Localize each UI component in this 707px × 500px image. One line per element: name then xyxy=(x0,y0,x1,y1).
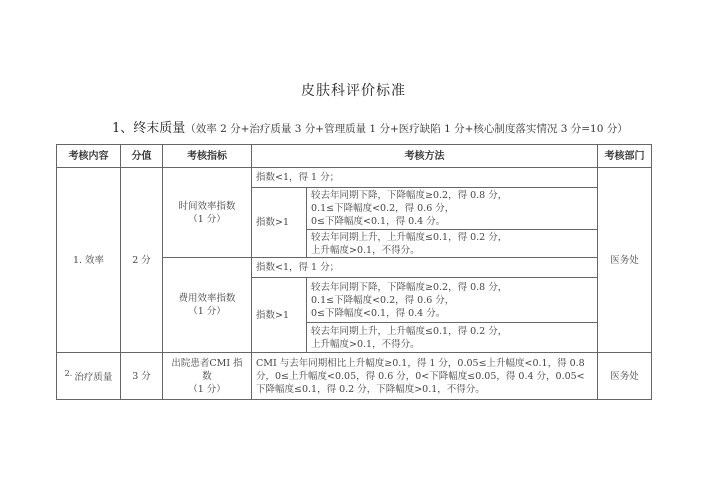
indicator-name: 费用效率指数 xyxy=(178,293,236,304)
method-line: 较去年同期下降，下降幅度≥0.2，得 0.8 分， xyxy=(311,190,508,201)
table-header-row xyxy=(57,145,652,168)
indicator-name: 出院患者CMI 指数 xyxy=(171,357,243,382)
method-line: 较去年同期下降，下降幅度≥0.2，得 0.8 分， xyxy=(311,281,508,293)
method-line: 较去年同期上升，上升幅度≤0.1，得 0.2 分， xyxy=(311,325,508,337)
method-line: 较去年同期上升，上升幅度≤0.1，得 0.2 分， xyxy=(311,231,508,243)
method-cell: CMI 与去年同期相比上升幅度≥0.1，得 1 分，0.05≤上升幅度<0.1，得 0.8 分，0≤上升幅度<0.05，得 0.6 分，0<下降幅度≤0.05，得 0.4 分，0.05<下降幅度≤0.1，得 0.2 分，下降幅度>0.1，不得分。 xyxy=(252,353,598,400)
section-subtitle: （效率 2 分+治疗质量 3 分+管理质量 1 分+医疗缺陷 1 分+核心制度落实情况 3 分=10 分） xyxy=(185,123,628,135)
content-number: 2. xyxy=(64,369,73,379)
header-department: 考核部门 xyxy=(598,145,652,168)
score-cell: 2 分 xyxy=(121,168,163,353)
document-title: 皮肤科评价标准 xyxy=(301,83,406,99)
method-gt1-label: 指数>1 xyxy=(252,278,307,353)
method-lt1: 指数<1，得 1 分； xyxy=(252,258,598,278)
method-line: 0.1≤下降幅度<0.2，得 0.6 分， xyxy=(311,294,455,306)
method-decrease xyxy=(307,278,598,323)
method-line: 0≤下降幅度<0.1，得 0.4 分。 xyxy=(311,307,446,319)
indicator-name: 时间效率指数 xyxy=(178,200,236,212)
header-method: 考核方法 xyxy=(252,145,598,168)
method-increase xyxy=(307,230,598,258)
table-row xyxy=(57,353,652,400)
department-cell: 医务处 xyxy=(598,168,652,353)
method-line: 0.1≤下降幅度<0.2，得 0.6 分， xyxy=(311,203,455,214)
department-cell: 医务处 xyxy=(598,353,652,400)
evaluation-table xyxy=(56,144,652,400)
method-gt1-label: 指数>1 xyxy=(252,188,307,258)
indicator-cell xyxy=(163,353,252,400)
method-lt1: 指数<1，得 1 分； xyxy=(252,168,598,188)
method-line: 上升幅度>0.1，不得分。 xyxy=(311,244,420,256)
method-line: 上升幅度>0.1，不得分。 xyxy=(311,338,420,350)
indicator-cell xyxy=(163,168,252,258)
section-heading xyxy=(112,117,628,136)
indicator-cell xyxy=(163,258,252,353)
section-heading-text: 1、终末质量 xyxy=(112,121,186,136)
content-cell xyxy=(57,353,121,400)
method-line: 0≤下降幅度<0.1，得 0.4 分。 xyxy=(311,216,446,227)
header-indicator: 考核指标 xyxy=(163,145,252,168)
score-cell: 3 分 xyxy=(121,353,163,400)
method-increase xyxy=(307,323,598,353)
method-decrease xyxy=(307,188,598,230)
header-score: 分值 xyxy=(121,145,163,168)
indicator-points: （1 分） xyxy=(188,383,226,395)
header-content: 考核内容 xyxy=(57,145,121,168)
content-label: 治疗质量 xyxy=(74,372,113,384)
content-cell: 1. 效率 xyxy=(57,168,121,353)
indicator-points: （1 分） xyxy=(188,213,226,225)
table-row xyxy=(57,168,652,188)
indicator-points: （1 分） xyxy=(188,306,226,317)
